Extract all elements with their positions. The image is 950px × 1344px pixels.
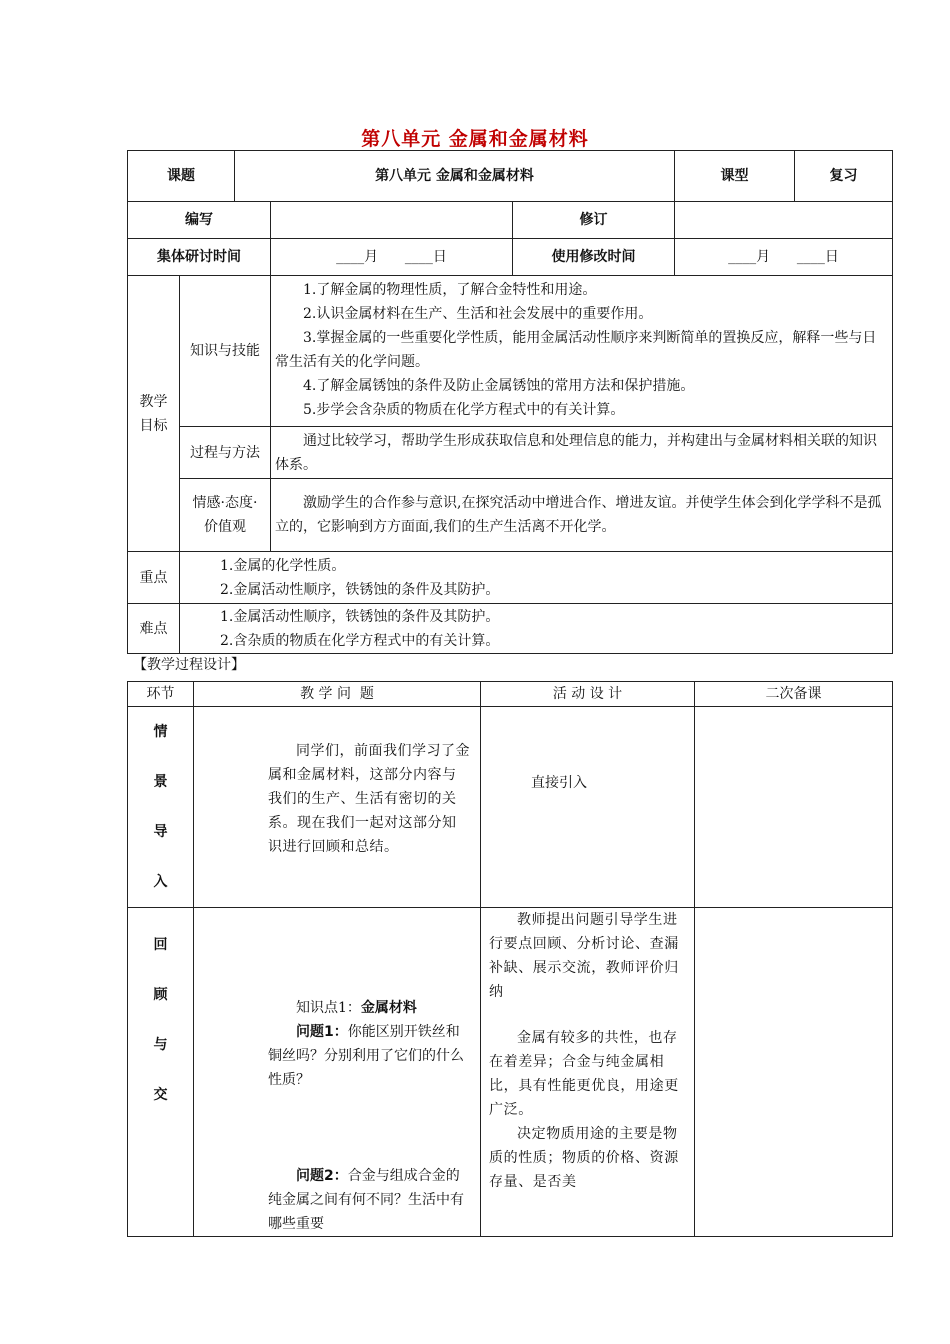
knowledge-list [271,276,893,427]
study-time-label: 集体研讨时间 [128,239,271,276]
column-header: 活 动 设 计 [481,682,695,707]
process-label: 过程与方法 [180,427,271,479]
use-time-value: ____月 ____日 [675,239,893,276]
review-notes [695,908,893,1237]
knowledge-item: 2.认识金属材料在生产、生活和社会发展中的重要作用。 [303,306,653,322]
knowledge-item: 3.掌握金属的一些重要化学性质，能用金属活动性顺序来判断简单的置换反应，解释一些与日常生活有关的化学问题。 [275,330,877,370]
column-header: 教 学 问 题 [194,682,481,707]
intro-activity: 直接引入 [481,707,695,908]
difficult-point-item: 1.金属活动性顺序，铁锈蚀的条件及其防护。 [220,608,500,625]
key-point-item: 1.金属的化学性质。 [220,557,346,574]
key-points-label: 重点 [128,552,180,604]
study-time-value: ____月 ____日 [271,239,513,276]
review-questions [194,908,481,1237]
process-design-label: 【教学过程设计】 [133,657,245,673]
revise-value [675,202,893,239]
key-point-item: 2.金属活动性顺序，铁锈蚀的条件及其防护。 [220,581,500,598]
intro-question: 同学们，前面我们学习了金属和金属材料，这部分内容与我们的生产、生活有密切的关系。现在我们一起对这部分知识进行回顾和总结。 [194,707,481,908]
emotion-label: 情感·态度·价值观 [180,479,271,552]
column-header: 二次备课 [695,682,893,707]
use-time-label: 使用修改时间 [513,239,675,276]
process-design-table [127,681,893,1237]
topic-value: 第八单元 金属和金属材料 [235,151,675,202]
document-title: 第八单元 金属和金属材料 [361,128,589,150]
author-label: 编写 [128,202,271,239]
revise-label: 修订 [513,202,675,239]
stage-review: 回 顾 与 交 [128,908,194,1237]
lesson-info-table [127,150,893,654]
difficult-points-label: 难点 [128,604,180,654]
intro-notes [695,707,893,908]
key-points-list [180,552,893,604]
review-activity [481,908,695,1237]
emotion-text: 激励学生的合作参与意识,在探究活动中增进合作、增进友谊。并使学生体会到化学学科不是孤立的，它影响到方方面面,我们的生产生活离不开化学。 [271,479,893,552]
type-label: 课型 [675,151,795,202]
type-value: 复习 [795,151,893,202]
difficult-point-item: 2.含杂质的物质在化学方程式中的有关计算。 [220,632,500,649]
column-header: 环节 [128,682,194,707]
question-2: 问题2：合金与组成合金的纯金属之间有何不同？生活中有哪些重要 [268,1168,464,1232]
author-value [271,202,513,239]
topic-label: 课题 [128,151,235,202]
activity-paragraph: 教师提出问题引导学生进行要点回顾、分析讨论、查漏补缺、展示交流，教师评价归纳 [489,912,679,1000]
activity-paragraph: 金属有较多的共性，也存在着差异；合金与纯金属相比，具有性能更优良，用途更广泛。 [489,1030,679,1118]
difficult-points-list [180,604,893,654]
knowledge-item: 1.了解金属的物理性质，了解合金特性和用途。 [303,282,597,298]
knowledge-item: 4.了解金属锈蚀的条件及防止金属锈蚀的常用方法和保护措施。 [303,378,695,394]
knowledge-label: 知识与技能 [180,276,271,427]
process-text: 通过比较学习，帮助学生形成获取信息和处理信息的能力，并构建出与金属材料相关联的知识体系。 [271,427,893,479]
question-1: 问题1：你能区别开铁丝和铜丝吗？分别利用了它们的什么性质？ [268,1024,464,1088]
stage-intro: 情 景 导 入 [128,707,194,908]
goals-label: 教学目标 [128,276,180,552]
knowledge-point-heading: 知识点1：金属材料 [296,1000,417,1016]
knowledge-item: 5.步学会含杂质的物质在化学方程式中的有关计算。 [303,402,625,418]
activity-paragraph: 决定物质用途的主要是物质的性质；物质的价格、资源存量、是否美 [489,1126,679,1190]
